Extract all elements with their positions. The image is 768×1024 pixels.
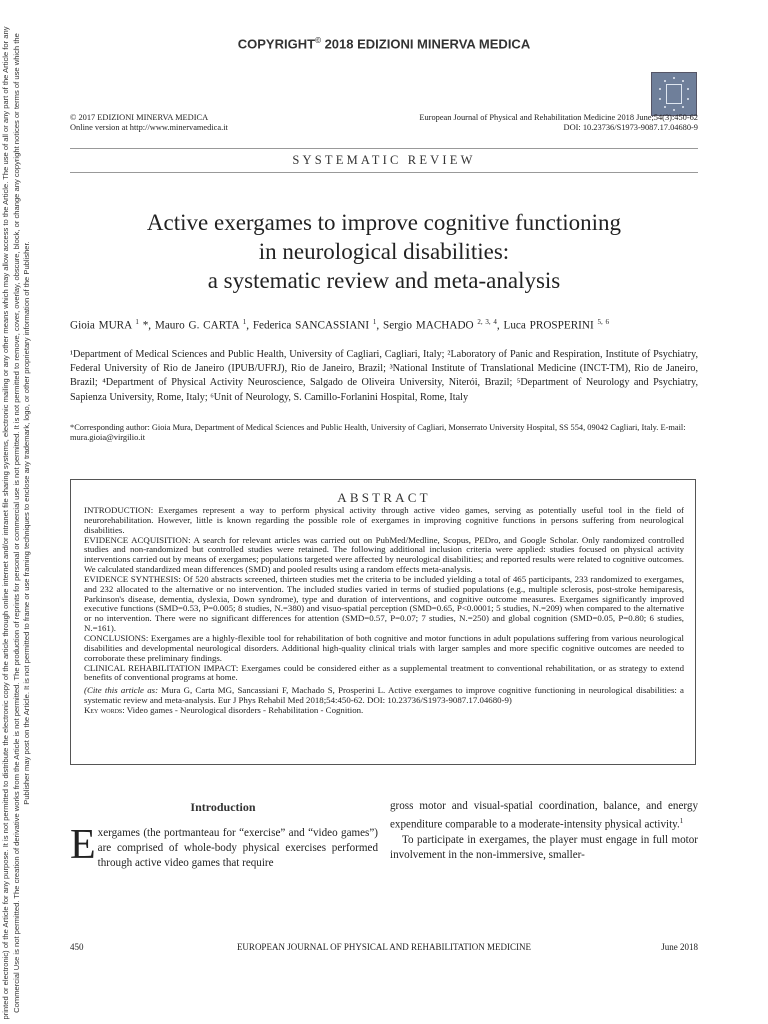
- author-name: Federica SANCASSIANI: [252, 319, 373, 332]
- copyright-prefix: COPYRIGHT: [237, 36, 316, 52]
- logo-star-icon: [659, 98, 661, 100]
- title-line-2: in neurological disabilities:: [258, 239, 510, 264]
- online-version-line: Online version at http://www.minervamedica.it: [70, 123, 228, 132]
- corresponding-author: *Corresponding author: Gioia Mura, Department of Medical Sciences and Public Health, University of Cagliari, Monserrato University Hospital, SS 554, 09042 Cagliari, Italy. E-mail: mura.gioia@virgilio.it: [70, 423, 686, 443]
- publisher-copyright-line: © 2017 EDIZIONI MINERVA MEDICA: [70, 113, 209, 122]
- section-rule-top: [70, 148, 698, 149]
- abstract-clinical-impact: CLINICAL REHABILITATION IMPACT: Exergames could be considered either as a supplemental treatment to conventional rehabilitation, or as strategy to extend benefits of conventional programs at home.: [84, 662, 684, 683]
- logo-star-icon: [687, 88, 689, 90]
- author-name: Luca PROSPERINI: [503, 319, 598, 332]
- author-separator: *,: [138, 319, 155, 332]
- abstract-citation: [84, 686, 684, 706]
- copyright-suffix: 2018 EDIZIONI MINERVA MEDICA: [320, 36, 531, 52]
- abstract-body: [84, 506, 684, 716]
- footer-date: June 2018: [661, 942, 698, 952]
- doi-line: DOI: 10.23736/S1973-9087.17.04680-9: [563, 123, 698, 132]
- body-paragraph: To participate in exergames, the player must engage in full motor involvement in the non-immersive, smaller-: [390, 833, 698, 861]
- reference-number: 1: [679, 817, 684, 825]
- publisher-meta: [70, 113, 228, 133]
- abstract-introduction: INTRODUCTION: Exergames represent a way to perform physical activity through active video games, serving as potentially useful tool in the field of neurorehabilitation. However, little is known regarding the possible role of exergames in improving cognitive functions in persons suffering from neurological disabilities.: [84, 505, 684, 535]
- author-separator: ,: [246, 319, 253, 332]
- article-title: [90, 208, 678, 295]
- logo-emblem-icon: [666, 84, 682, 104]
- copyright-symbol: ©: [315, 36, 321, 45]
- author-separator: ,: [376, 319, 383, 332]
- section-label: SYSTEMATIC REVIEW: [292, 153, 476, 167]
- page-number: 450: [70, 942, 84, 952]
- body-text-left: xergames (the portmanteau for “exercise” and “video games”) are comprised of whole-body physical exercises performed through active video games that require: [97, 827, 378, 869]
- logo-star-icon: [687, 98, 689, 100]
- author-affiliation-ref: 1: [242, 318, 247, 326]
- logo-star-icon: [664, 80, 666, 82]
- section-rule-bottom: [70, 172, 698, 173]
- copyright-sidebar-notice: printed or electronic) of the Article for any purpose. It is not permitted to distribute the electronic copy of the article through online internet and/or intranet file sharing systems, electronic mailing or any other means which may allow access to the Article. The use of all or any part of the Article for any Commercial Use is not permitted. The creation of derivative works from the Article is not permitted. The production of reprints for personal or commercial use is not permitted. It is not permitted to remove, cover, overlay, obscure, block, or change any copyright notices or terms of use which the Publisher may post on the Article. It is not permitted to frame or use framing techniques to enclose any trademark, logo, or other proprietary information of the Publisher.: [1, 26, 32, 1020]
- author-list: [70, 318, 698, 332]
- drop-cap: E: [70, 822, 96, 868]
- author-separator: ,: [496, 319, 504, 332]
- author-affiliation-ref: 2, 3, 4: [477, 318, 497, 326]
- title-line-1: Active exergames to improve cognitive functioning: [146, 210, 622, 235]
- affiliations: ¹Department of Medical Sciences and Public Health, University of Cagliari, Cagliari, Italy; ²Laboratory of Panic and Respiration, Institute of Psychiatry, Federal University of Rio de Janeiro (IPUB/UFRJ), Rio de Janeiro, Brazil; ³National Institute of Translational Medicine (INCT-TM), Rio de Janeiro, Brazil; ⁴Department of Physical Activity Neuroscience, Salgado de Oliveira University, Niterói, Brazil; ⁵Department of Neurology and Psychiatry, Sapienza University, Rome, Italy; ⁶Unit of Neurology, S. Camillo-Forlanini Hospital, Rome, Italy: [70, 349, 698, 403]
- body-paragraph: [390, 799, 698, 833]
- keywords-text: Video games - Neurological disorders - Rehabilitation - Cognition.: [124, 704, 364, 715]
- abstract-conclusions: CONCLUSIONS: Exergames are a highly-flexible tool for rehabilitation of both cognitive and motor functions in adult populations suffering from various neurological disabilities and developmental neurological disorders. Additional high-quality clinical trials with larger samples and more specific cognitive outcomes are needed to corroborate these preliminary findings.: [84, 632, 684, 663]
- author-affiliation-ref: 5, 6: [597, 318, 609, 326]
- author-affiliation-ref: 1: [372, 318, 377, 326]
- logo-star-icon: [682, 80, 684, 82]
- keywords-label: Key words:: [84, 704, 125, 715]
- author-name: Gioia MURA: [70, 319, 136, 332]
- logo-star-icon: [673, 77, 675, 79]
- copyright-header: [0, 36, 768, 51]
- introduction-heading: Introduction: [190, 800, 256, 814]
- citation-text: Mura G, Carta MG, Sancassiani F, Machado S, Prosperini L. Active exergames to improve cognitive functioning in neurological disabilities: a systematic review and meta-analysis. Eur J Phys Rehabil Med 2018;54:450-62. DOI: 10.23736/S1973-9087.17.04680-9): [84, 685, 684, 706]
- body-column-left: [70, 822, 378, 871]
- author-name: Mauro G. CARTA: [154, 319, 243, 332]
- abstract-keywords: [84, 706, 684, 716]
- logo-star-icon: [673, 109, 675, 111]
- body-column-right: [390, 799, 698, 863]
- abstract-heading: ABSTRACT: [337, 490, 431, 505]
- logo-star-icon: [664, 106, 666, 108]
- author-affiliation-ref: 1: [135, 318, 139, 326]
- footer-journal-name: EUROPEAN JOURNAL OF PHYSICAL AND REHABILITATION MEDICINE: [236, 942, 532, 952]
- body-text: gross motor and visual-spatial coordination, balance, and energy expenditure comparable to a moderate-intensity physical activity.: [390, 800, 698, 831]
- abstract-evidence-acquisition: EVIDENCE ACQUISITION: A search for relevant articles was carried out on PubMed/Medline, Scopus, PEDro, and Google Scholar. Only randomized controlled studies and non-randomized but controlled studies were retained. The following additional inclusion criteria were applied: studies focused on physical activity interventions carried out by means of exergames; populations targeted were affected by neurological disabilities; and reported results were related to cognitive outcomes. We calculated standardized mean differences (SMD) and pooled results using a random effects meta-analysis.: [84, 534, 684, 575]
- journal-citation-line: European Journal of Physical and Rehabilitation Medicine 2018 June;54(3):450-62: [419, 113, 698, 122]
- publisher-logo: [651, 72, 697, 116]
- journal-citation-meta: [419, 113, 698, 133]
- logo-star-icon: [682, 106, 684, 108]
- citation-label: (Cite this article as:: [84, 685, 159, 696]
- author-name: Sergio MACHADO: [383, 319, 478, 332]
- abstract-evidence-synthesis: EVIDENCE SYNTHESIS: Of 520 abstracts screened, thirteen studies met the criteria to be included yielding a total of 465 participants, 233 randomized to exergames, and 232 allocated to the alternative or no intervention. The included studies varied in terms of studied populations (e.g., multiple sclerosis, post-stroke hemiparesis, Parkinson's disease, dementia, dyslexia, Down syndrome), type and duration of interventions, and cognitive outcome measures. Exergames significantly improved executive functions (SMD=0.53, P=0.005; 8 studies, N.=380) and visuo-spatial perception (SMD=0.65, P<0.0001; 5 studies, N.=209) when compared to the alternative or no intervention. There were no significant differences for attention (SMD=0.57, P=0.07; 7 studies, N.=250) and global cognition (SMD=0.05, P=0.80; 6 studies, N.=161).: [84, 573, 684, 634]
- title-line-3: a systematic review and meta-analysis: [207, 268, 561, 293]
- logo-star-icon: [659, 88, 661, 90]
